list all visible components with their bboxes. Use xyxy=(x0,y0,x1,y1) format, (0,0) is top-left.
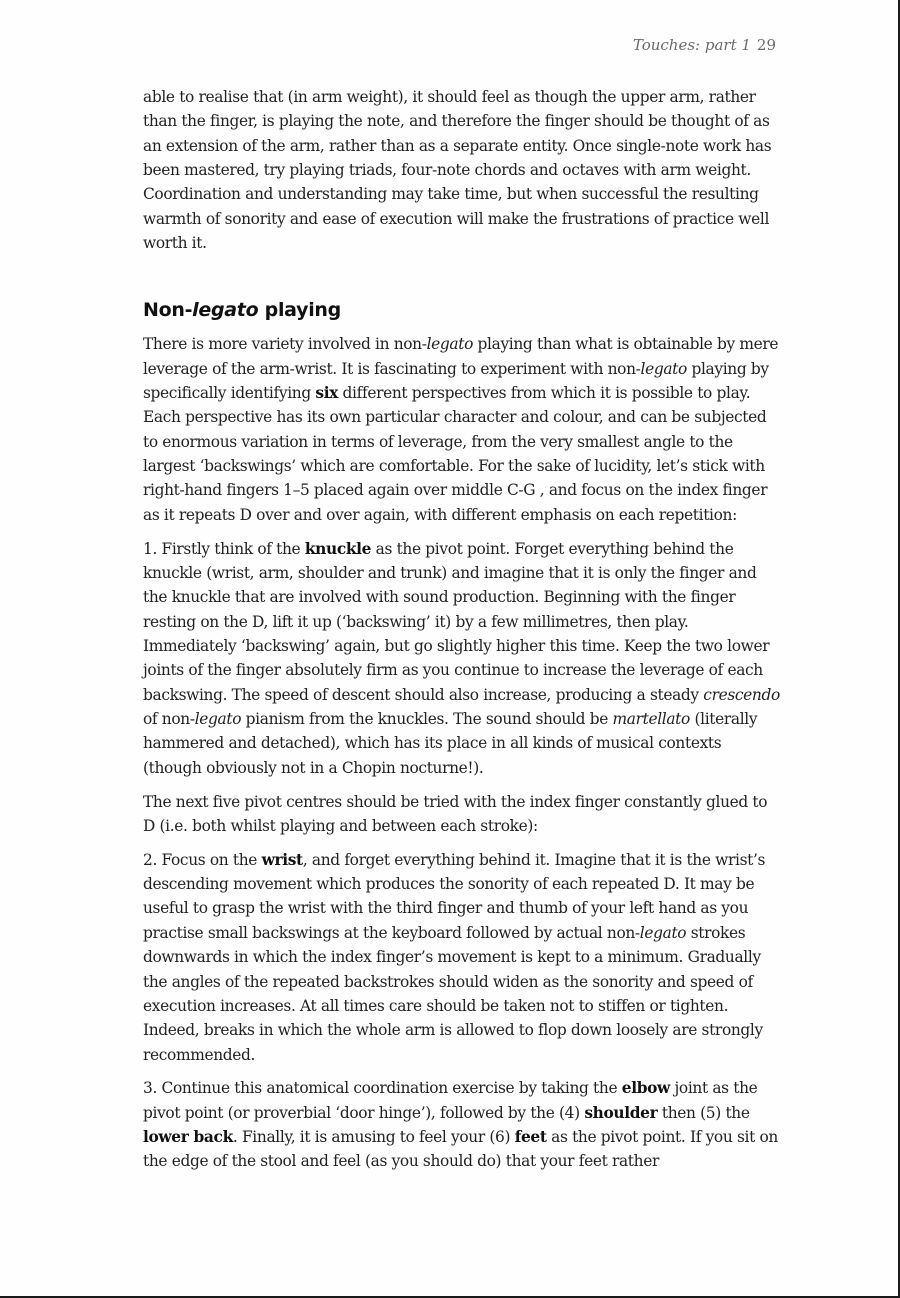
heading-prefix: Non- xyxy=(143,299,193,322)
italic-run: legato xyxy=(639,923,687,942)
text-run: playing than what is obtainable by mere leverage of the arm-wrist. It is fascinating to experiment with non- xyxy=(143,335,779,378)
bold-run: feet xyxy=(514,1128,547,1147)
paragraph-pivot-centres: The next five pivot centres should be tried with the index finger constantly glued to D (i.e. both whilst playing and between each stroke): xyxy=(143,792,768,835)
bold-run: wrist xyxy=(261,850,303,869)
text-run: 3. Continue this anatomical coordination exercise by taking the xyxy=(143,1079,622,1098)
text-run: There is more variety involved in non- xyxy=(143,335,427,354)
page-number: 29 xyxy=(756,36,776,54)
text-run: then (5) the xyxy=(657,1103,750,1122)
italic-run: legato xyxy=(194,710,242,729)
paragraph-knuckle xyxy=(143,537,783,780)
running-header xyxy=(633,36,776,54)
text-run: as the pivot point. If you sit on the edge of the stool and feel (as you should do) that your feet rather xyxy=(143,1128,778,1171)
text-run: different perspectives from which it is possible to play. Each perspective has its own particular character and colour, and can be subjected to enormous variation in terms of leverage, from the very smallest angle to the largest ‘backswings’ which are comfortable. For the sake of lucidity, let’s stick with right-hand fingers 1–5 placed again over middle C-G , and focus on the index finger as it repeats D over and over again, with different emphasis on each repetition: xyxy=(143,384,768,524)
text-run: joint as the pivot point (or proverbial ‘door hinge’), followed by the (4) xyxy=(143,1079,758,1122)
text-run: as the pivot point. Forget everything behind the knuckle (wrist, arm, shoulder and trunk) and imagine that it is only the finger and the knuckle that are involved with sound production. Beginning with the finger resting on the D, lift it up (‘backswing’ it) by a few millimetres, then play. Immediately ‘backswing’ again, but go slightly higher this time. Keep the two lower joints of the finger absolutely firm as you continue to increase the leverage of each backswing. The speed of descent should also increase, producing a steady xyxy=(143,539,770,704)
paragraph-intro xyxy=(143,332,783,527)
text-run: pianism from the knuckles. The sound should be xyxy=(241,710,613,729)
bold-run: lower back xyxy=(143,1128,233,1147)
text-run: of non- xyxy=(143,710,195,729)
heading-italic: legato xyxy=(192,299,259,322)
running-title: Touches: part 1 xyxy=(632,36,751,54)
italic-run: martellato xyxy=(612,710,690,729)
section-heading xyxy=(143,297,783,323)
bold-run: elbow xyxy=(621,1079,670,1098)
italic-run: crescendo xyxy=(703,685,780,704)
body-text xyxy=(143,85,783,1183)
text-run: playing by specifically identifying xyxy=(143,359,769,403)
italic-run: legato xyxy=(426,335,474,354)
text-run: 1. Firstly think of the xyxy=(143,539,305,558)
paragraph-arm-weight: able to realise that (in arm weight), it should feel as though the upper arm, rather than the finger, is playing the note, and therefore the finger should be thought of as an extension of the arm, rather than as a separate entity. Once single-note work has been mastered, try playing triads, four-note chords and octaves with arm weight. Coordination and understanding may take time, but when successful the resulting warmth of sonority and ease of execution will make the frustrations of practice well worth it. xyxy=(143,88,772,253)
bold-run: shoulder xyxy=(584,1103,658,1122)
text-run: , and forget everything behind it. Imagine that it is the wrist’s descending movement which produces the sonority of each repeated D. It may be useful to grasp the wrist with the third finger and thumb of your left hand as you practise small backswings at the keyboard followed by actual non- xyxy=(143,850,766,942)
bold-run: knuckle xyxy=(304,539,372,558)
paragraph-wrist xyxy=(143,848,783,1067)
italic-run: legato xyxy=(640,359,687,378)
text-run: 2. Focus on the xyxy=(143,850,262,869)
text-run: . Finally, it is amusing to feel your (6) xyxy=(232,1128,515,1147)
text-run: (literally hammered and detached), which has its place in all kinds of musical contexts (though obviously not in a Chopin nocturne!). xyxy=(143,710,758,777)
heading-suffix: playing xyxy=(258,299,341,322)
text-run: strokes downwards in which the index finger’s movement is kept to a minimum. Gradually the angles of the repeated backstrokes should widen as the sonority and speed of execution increases. At all times care should be taken not to stiffen or tighten. Indeed, breaks in which the whole arm is allowed to flop down loosely are strongly recommended. xyxy=(143,923,763,1064)
paragraph-elbow xyxy=(143,1076,783,1173)
bold-run: six xyxy=(315,384,339,403)
